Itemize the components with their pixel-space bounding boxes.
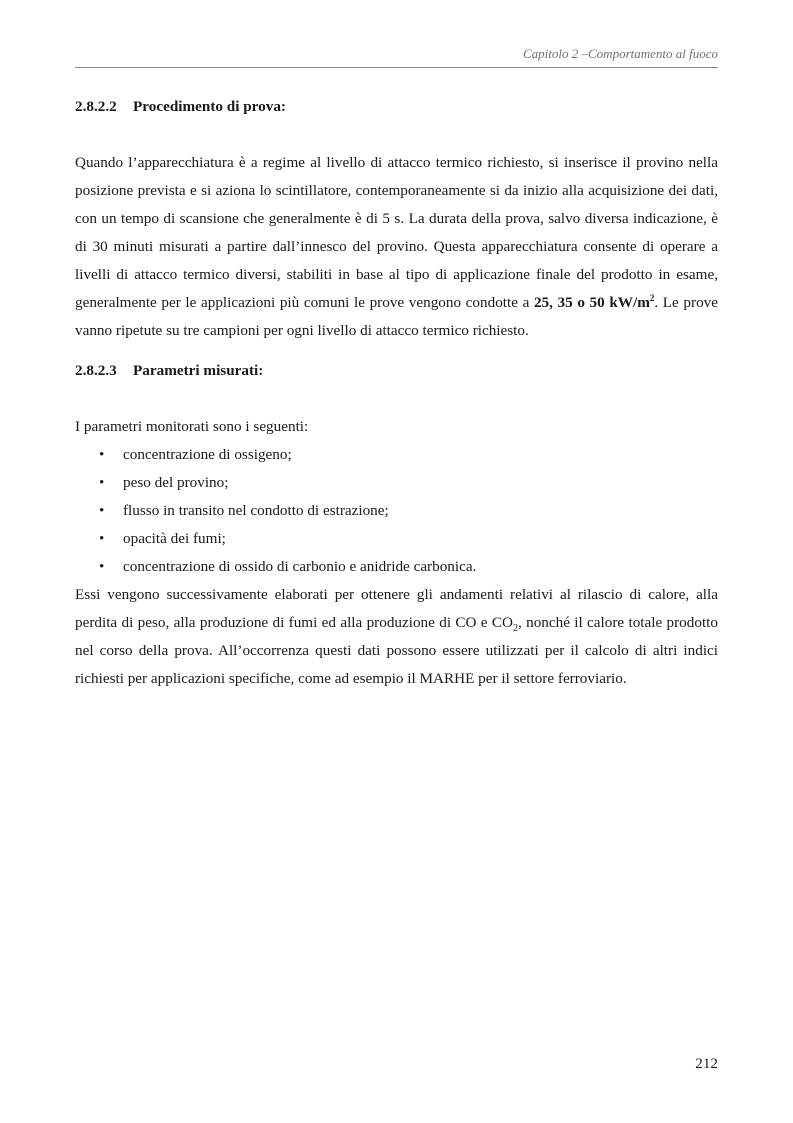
paragraph-text: Essi vengono successivamente elaborati per ottenere gli andamenti relativi al rilascio di calore, alla perdita di peso, alla produzione di fumi ed alla produzione di CO e CO bbox=[75, 586, 718, 631]
list-intro: I parametri monitorati sono i seguenti: bbox=[75, 418, 309, 435]
list-item bbox=[75, 497, 718, 525]
bullet-icon: • bbox=[99, 558, 105, 575]
list-item-text: opacità dei fumi; bbox=[123, 530, 226, 547]
parameters-list bbox=[75, 441, 718, 581]
paragraph-text-continued: . Le prove vanno ripetute su tre campioni per ogni livello di attacco termico richiesto. bbox=[75, 294, 718, 339]
bullet-icon: • bbox=[99, 502, 105, 519]
paragraph-text: Quando l’apparecchiatura è a regime al livello di attacco termico richiesto, si inserisce il provino nella posizione prevista e si aziona lo scintillatore, contemporaneamente si da inizio alla acquisizione dei dati, con un tempo di scansione che generalmente è di 5 s. La durata della prova, salvo diversa indicazione, è di 30 minuti misurati a partire dall’innesco del provino. Questa apparecchiatura consente di operare a livelli di attacco termico diversi, stabiliti in base al tipo di applicazione finale del prodotto in esame, generalmente per le applicazioni più comuni le prove vengono condotte a bbox=[75, 154, 718, 311]
paragraph-text-continued: , nonché il calore totale prodotto nel corso della prova. All’occorrenza questi dati possono essere utilizzati per il calcolo di altri indici richiesti per applicazioni specifiche, come ad esempio il MARHE per il settore ferroviario. bbox=[75, 614, 719, 687]
section-title: Parametri misurati: bbox=[133, 362, 264, 379]
heat-flux-values bbox=[534, 294, 654, 311]
list-item-text: concentrazione di ossido di carbonio e anidride carbonica. bbox=[123, 558, 477, 575]
subscript: 2 bbox=[512, 623, 518, 635]
section-heading-parametri bbox=[75, 357, 718, 385]
page-number: 212 bbox=[695, 1055, 718, 1072]
bullet-icon: • bbox=[99, 474, 105, 491]
list-item-text: flusso in transito nel condotto di estrazione; bbox=[123, 502, 389, 519]
procedure-paragraph bbox=[75, 149, 718, 345]
results-paragraph bbox=[75, 581, 718, 693]
list-item bbox=[75, 553, 718, 581]
bullet-icon: • bbox=[99, 530, 105, 547]
list-item bbox=[75, 469, 718, 497]
exponent: 2 bbox=[649, 292, 655, 303]
running-header: Capitolo 2 –Comportamento al fuoco bbox=[523, 46, 718, 61]
list-item-text: concentrazione di ossigeno; bbox=[123, 446, 292, 463]
section-number: 2.8.2.3 bbox=[75, 362, 117, 379]
section-number: 2.8.2.2 bbox=[75, 98, 117, 115]
section-heading-procedimento bbox=[75, 93, 718, 121]
heat-flux-text: 25, 35 o 50 kW/m bbox=[533, 294, 650, 311]
header-divider bbox=[75, 67, 718, 68]
list-item bbox=[75, 525, 718, 553]
list-item-text: peso del provino; bbox=[123, 474, 229, 491]
list-item bbox=[75, 441, 718, 469]
page-content bbox=[75, 93, 718, 693]
section-title: Procedimento di prova: bbox=[133, 98, 286, 115]
bullet-icon: • bbox=[99, 446, 105, 463]
